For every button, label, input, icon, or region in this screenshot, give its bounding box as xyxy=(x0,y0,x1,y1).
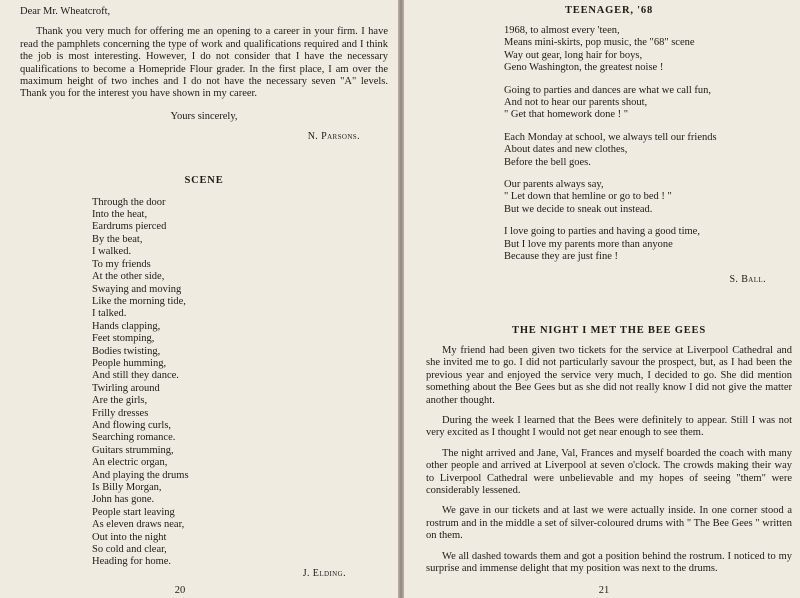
teenager-poem-line: Going to parties and dances are what we call fun, xyxy=(504,84,712,96)
bee-gees-paragraph: During the week I learned that the Bees were definitely to appear. Still I was not very excited as I thought I would not get near enough to see them. xyxy=(426,414,792,439)
scene-author: J. Elding. xyxy=(302,568,346,579)
right-page xyxy=(404,0,800,598)
bee-gees-paragraph: The night arrived and Jane, Val, Frances and myself boarded the coach with many other people and arrived at Liverpool at seven o'clock. The crowds making their way to Liverpool Cathedral were unbelievable and my hopes of seeing "them" were considerably lessened. xyxy=(426,447,792,496)
scene-poem-line: And still they dance. xyxy=(92,370,179,382)
bee-gees-paragraph: My friend had been given two tickets for the service at Liverpool Cathedral and she invited me to go. I did not particularly savour the prospect, but, as I had been the previous year and enjoyed the service very much, I decided to go. She did mention something about the Bee Gees but as she did not really know I did not give the matter another thought. xyxy=(426,344,792,406)
scene-poem-line: To my friends xyxy=(92,258,151,270)
bee-gees-title: THE NIGHT I MET THE BEE GEES xyxy=(512,324,706,336)
page-number-left: 20 xyxy=(174,585,186,596)
scene-poem-line: Guitars strumming, xyxy=(92,444,174,456)
teenager-stanza xyxy=(504,25,792,75)
scene-poem-line: As eleven draws near, xyxy=(92,519,185,531)
teenager-poem-line: Each Monday at school, we always tell our friends xyxy=(504,131,717,143)
scene-poem-line: Searching romance. xyxy=(92,432,176,444)
scene-poem-line: People humming, xyxy=(92,357,167,369)
scene-poem-line: Heading for home. xyxy=(92,556,172,568)
scene-poem-line: And playing the drums xyxy=(92,469,189,481)
teenager-poem-line: " Get that homework done ! " xyxy=(504,109,629,121)
teenager-stanza xyxy=(504,85,792,122)
teenager-poem-line: 1968, to almost every 'teen, xyxy=(504,25,620,36)
letter-salutation: Dear Mr. Wheatcroft, xyxy=(20,6,111,17)
teenager-poem-line: Means mini-skirts, pop music, the "68" scene xyxy=(504,37,695,49)
scene-poem-line: Hands clapping, xyxy=(92,320,161,332)
page-number-right: 21 xyxy=(598,585,610,596)
scene-poem-line: People start leaving xyxy=(92,506,175,518)
scene-poem-line: Swaying and moving xyxy=(92,283,182,295)
scene-poem-line: Frilly dresses xyxy=(92,407,149,419)
teenager-poem-line: And not to hear our parents shout, xyxy=(504,97,648,109)
scene-poem-line: And flowing curls, xyxy=(92,419,172,431)
teenager-poem-line: About dates and new clothes, xyxy=(504,144,628,156)
scene-poem-line: So cold and clear, xyxy=(92,544,167,556)
teenager-poem-line: I love going to parties and having a good time, xyxy=(504,226,700,238)
scene-poem-line: Through the door xyxy=(92,196,166,208)
scene-poem-line: An electric organ, xyxy=(92,457,168,469)
scene-poem-line: Into the heat, xyxy=(92,209,148,221)
teenager-poem-line: " Let down that hemline or go to bed ! " xyxy=(504,191,672,203)
teenager-poem-line: Before the bell goes. xyxy=(504,156,591,168)
teenager-poem-line: Our parents always say, xyxy=(504,179,604,191)
teenager-poem xyxy=(426,25,792,264)
scene-poem-line: At the other side, xyxy=(92,271,165,283)
scene-poem-line: Feet stomping, xyxy=(92,333,155,345)
scene-poem-line: I talked. xyxy=(92,308,127,320)
bee-gees-paragraph: We gave in our tickets and at last we were actually inside. In one corner stood a rostrum and in the middle a set of silver-coloured drums with " The Bee Gees " written on them. xyxy=(426,505,792,542)
scene-poem-line: Twirling around xyxy=(92,382,160,394)
teenager-poem-line: But we decide to sneak out instead. xyxy=(504,203,653,215)
scene-poem-line: Out into the night xyxy=(92,531,167,543)
bee-gees-paragraph: We all dashed towards them and got a position behind the rostrum. I noticed to my surprise and immense delight that my position was next to the drums. xyxy=(426,550,792,574)
teenager-poem-line: But I love my parents more than anyone xyxy=(504,238,673,250)
scene-poem-line: Bodies twisting, xyxy=(92,345,161,357)
teenager-poem-line: Way out gear, long hair for boys, xyxy=(504,49,643,61)
letter-closing: Yours sincerely, xyxy=(170,110,238,122)
letter-body: Thank you very much for offering me an opening to a career in your firm. I have read the pamphlets concerning the type of work and qualifications required and I think the job is most interesting. However, I do not consider that I have the necessary qualifications to become a Homepride Flour grader. In the first place, I am over the maximum height of two inches and I do not have the necessary seven "A" levels. Thank you for the interest you have shown in my career. xyxy=(20,26,388,100)
scene-poem-line: Like the morning tide, xyxy=(92,295,186,307)
teenager-stanza xyxy=(504,226,792,263)
teenager-stanza xyxy=(504,179,792,216)
teenager-poem-line: Because they are just fine ! xyxy=(504,251,618,263)
scene-poem-line: By the beat, xyxy=(92,233,143,245)
letter-signature: N. Parsons. xyxy=(307,131,360,143)
teenager-author: S. Ball. xyxy=(729,273,766,285)
teenager-title: TEENAGER, '68 xyxy=(565,5,653,16)
scene-poem-line: Are the girls, xyxy=(92,395,148,407)
scene-poem-line: I walked. xyxy=(92,246,132,258)
bee-gees-story xyxy=(426,345,792,576)
teenager-stanza xyxy=(504,132,792,169)
scene-poem-line: John has gone. xyxy=(92,494,155,506)
scene-poem-line: Eardrums pierced xyxy=(92,221,167,233)
teenager-poem-line: Geno Washington, the greatest noise ! xyxy=(504,62,664,74)
scene-poem xyxy=(20,197,388,569)
left-page xyxy=(0,0,398,598)
scene-title: SCENE xyxy=(184,174,224,186)
scene-poem-line: Is Billy Morgan, xyxy=(92,482,162,493)
